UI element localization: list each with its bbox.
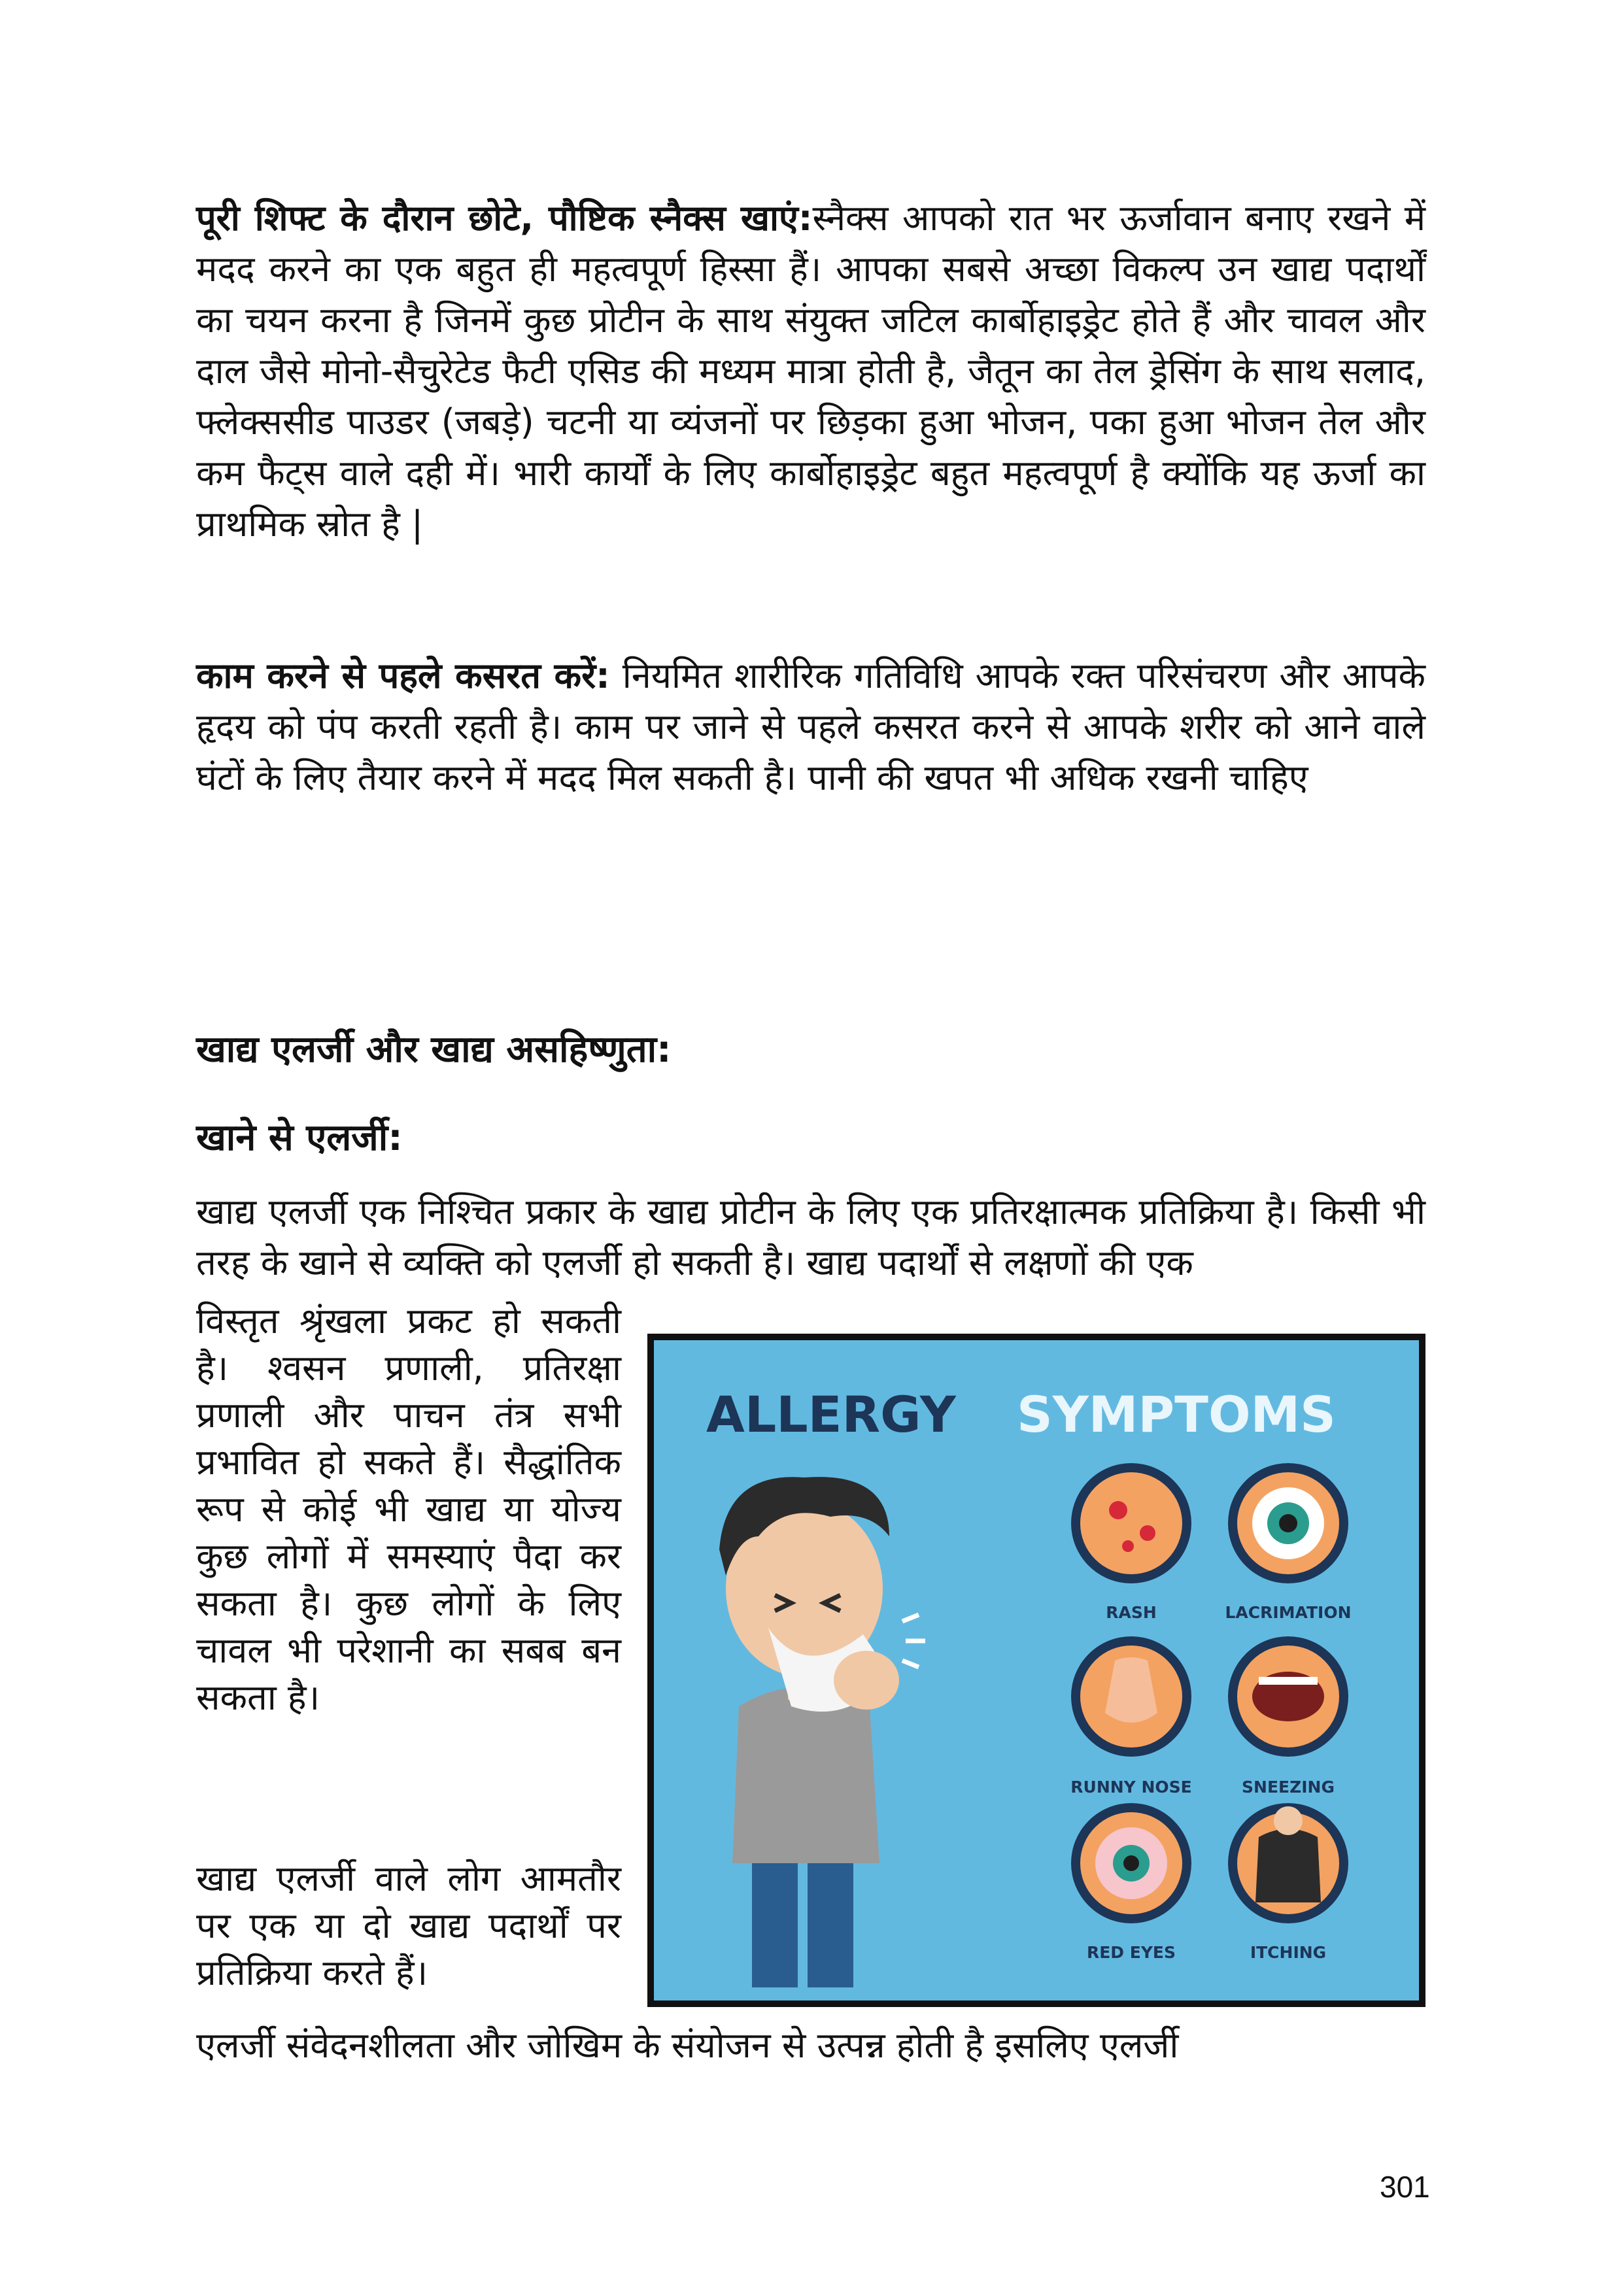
page-number: 301 — [1380, 2170, 1430, 2204]
symptom-itching — [1228, 1803, 1348, 1962]
illustration-canvas — [654, 1340, 1419, 2001]
label-runny-nose: RUNNY NOSE — [1070, 1778, 1192, 1797]
sneezing-man-figure — [719, 1477, 925, 1987]
allergy-side-paragraph-2: खाद्य एलर्जी वाले लोग आमतौर पर एक या दो खाद्य पदार्थों पर प्रतिक्रिया करते हैं। — [196, 1858, 621, 1993]
label-sneezing: SNEEZING — [1242, 1778, 1335, 1797]
label-rash: RASH — [1106, 1603, 1157, 1622]
label-red-eyes: RED EYES — [1086, 1943, 1176, 1962]
snacks-paragraph — [196, 193, 1425, 550]
symptom-runny-nose — [1070, 1636, 1191, 1797]
allergy-symptoms-illustration — [647, 1334, 1425, 2007]
symptom-lacrimation — [1225, 1463, 1352, 1622]
food-allergy-section-heading: खाद्य एलर्जी और खाद्य असहिष्णुता: — [196, 1028, 672, 1071]
label-itching: ITCHING — [1250, 1943, 1327, 1962]
symptom-rash — [1071, 1463, 1191, 1622]
exercise-paragraph — [196, 650, 1425, 803]
allergy-intro-paragraph: खाद्य एलर्जी एक निश्चित प्रकार के खाद्य प्रोटीन के लिए एक प्रतिरक्षात्मक प्रतिक्रिया है। किसी भी तरह के खाने से व्यक्ति को एलर्जी हो सकती है। खाद्य पदार्थों से लक्षणों की एक — [196, 1191, 1425, 1283]
exercise-heading: काम करने से पहले कसरत करें: — [196, 655, 610, 696]
allergy-final-line: एलर्जी संवेदनशीलता और जोखिम के संयोजन से उत्पन्न होती है इसलिए एलर्जी — [196, 2025, 1179, 2066]
exercise-text: नियमित शारीरिक गतिविधि आपके रक्त परिसंचरण और आपके हृदय को पंप करती रहती है। काम पर जाने से पहले कसरत करने से आपके शरीर को आने वाले घंटों के लिए तैयार करने में मदद मिल सकती है। पानी की खपत भी अधिक रखनी चाहिए — [196, 655, 1425, 798]
figure-title-part1: ALLERGY — [706, 1385, 956, 1443]
symptom-red-eyes — [1071, 1803, 1191, 1962]
snacks-text: स्नैक्स आपको रात भर ऊर्जावान बनाए रखने में मदद करने का एक बहुत ही महत्वपूर्ण हिस्सा हैं। आपका सबसे अच्छा विकल्प उन खाद्य पदार्थों का चयन करना है जिनमें कुछ प्रोटीन के साथ संयुक्त जटिल कार्बोहाइड्रेट होते हैं और चावल और दाल जैसे मोनो-सैचुरेटेड फैटी एसिड की मध्यम मात्रा होती है, जैतून का तेल ड्रेसिंग के साथ सलाद, फ्लेक्ससीड पाउडर (जबड़े) चटनी या व्यंजनों पर छिड़का हुआ भोजन, पका हुआ भोजन तेल और कम फैट्स वाले दही में। भारी कार्यों के लिए कार्बोहाइड्रेट बहुत महत्वपूर्ण है क्योंकि यह ऊर्जा का प्राथमिक स्रोत है | — [196, 197, 1425, 545]
food-allergy-subheading: खाने से एलर्जी: — [196, 1117, 403, 1159]
symptom-sneezing — [1228, 1636, 1348, 1797]
figure-title-part2: SYMPTOMS — [1017, 1385, 1336, 1443]
label-lacrimation: LACRIMATION — [1225, 1603, 1352, 1622]
allergy-side-paragraph-1: विस्तृत श्रृंखला प्रकट हो सकती है। श्वसन प्रणाली, प्रतिरक्षा प्रणाली और पाचन तंत्र सभी प्रभावित हो सकते हैं। सैद्धांतिक रूप से कोई भी खाद्य या योज्य कुछ लोगों में समस्याएं पैदा कर सकता है। कुछ लोगों के लिए चावल भी परेशानी का सबब बन सकता है। — [196, 1300, 621, 1718]
snacks-heading: पूरी शिफ्ट के दौरान छोटे, पौष्टिक स्नैक्स खाएं: — [196, 197, 813, 239]
